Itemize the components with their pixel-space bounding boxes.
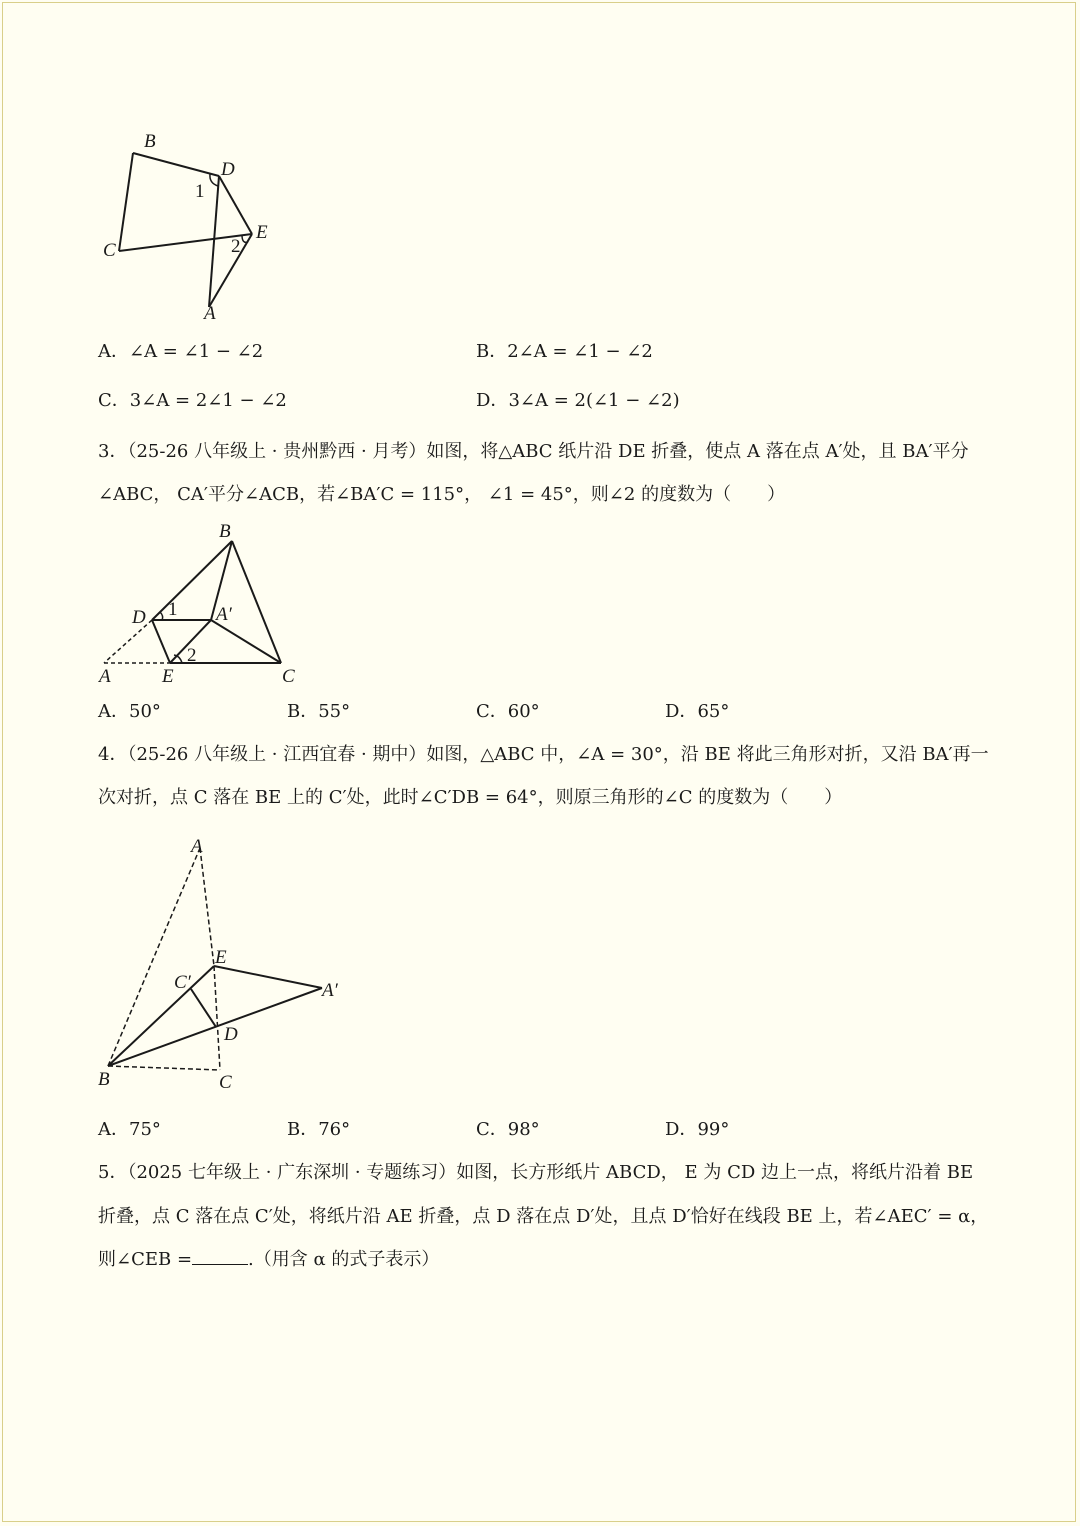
segment-bc [119, 153, 133, 251]
q5-stem-line-2: 折叠，点 C 落在点 C′处，将纸片沿 AE 折叠，点 D 落在点 D′处，且点 D′恰好在线段 BE 上，若∠AEC′ = α， [98, 1206, 989, 1227]
q5-stem-line-1: 5．（2025 七年级上 · 广东深圳 · 专题练习）如图，长方形纸片 ABCD， E 为 CD 边上一点，将纸片沿着 BE [98, 1162, 974, 1183]
q5-answer-blank[interactable] [192, 1250, 248, 1265]
dashed-bc [108, 1066, 220, 1070]
q3-option-b[interactable]: B．55° [287, 701, 351, 722]
q2-option-d[interactable]: D．3∠A = 2(∠1 − ∠2) [476, 390, 680, 411]
q3-option-a[interactable]: A．50° [98, 701, 161, 722]
segment-da [209, 176, 219, 307]
label-angle-1: 1 [168, 599, 178, 620]
label-b: B [219, 521, 231, 542]
q2-option-a[interactable]: A．∠A = ∠1 − ∠2 [98, 341, 264, 362]
q3-option-d[interactable]: D．65° [665, 701, 730, 722]
label-d: D [221, 159, 235, 180]
q4-figure [90, 830, 360, 1100]
label-d: D [224, 1024, 238, 1045]
label-d: D [132, 607, 146, 628]
label-a: A [204, 303, 216, 324]
label-c: C [219, 1072, 232, 1093]
label-b: B [98, 1069, 110, 1090]
q5-stem-line-3 [98, 1248, 439, 1272]
dashed-ae [200, 848, 214, 966]
q4-option-c[interactable]: C．98° [476, 1119, 540, 1140]
label-a: A [191, 836, 203, 857]
label-c: C [103, 240, 116, 261]
q3-stem-line-2: ∠ABC， CA′平分∠ACB，若∠BA′C = 115°， ∠1 = 45°，则∠2 的度数为（ ） [98, 484, 786, 505]
segment-ea-prime [214, 966, 322, 988]
label-c-prime: C′ [174, 972, 191, 993]
segment-bc [232, 541, 281, 663]
label-angle-2: 2 [231, 236, 241, 257]
label-a-prime: A′ [322, 980, 338, 1001]
q5-line3-suffix: .（用含 α 的式子表示） [248, 1249, 440, 1270]
label-a-prime: A′ [216, 604, 232, 625]
q4-stem-line-2: 次对折，点 C 落在 BE 上的 C′处，此时∠C′DB = 64°，则原三角形的∠C 的度数为（ ） [98, 787, 843, 808]
angle-1-arc [160, 612, 163, 620]
q4-option-d[interactable]: D．99° [665, 1119, 730, 1140]
segment-c-prime-d [191, 989, 216, 1027]
q4-option-b[interactable]: B．76° [287, 1119, 351, 1140]
label-a: A [99, 666, 111, 687]
segment-bd [133, 153, 219, 176]
segment-be [108, 966, 214, 1066]
dashed-ec [214, 966, 220, 1070]
segment-de [219, 176, 252, 234]
q2-option-c[interactable]: C．3∠A = 2∠1 − ∠2 [98, 390, 287, 411]
segment-ca-prime [211, 620, 281, 663]
dashed-ab [108, 848, 200, 1066]
q3-option-c[interactable]: C．60° [476, 701, 540, 722]
segment-de [152, 620, 170, 663]
q4-stem-line-1: 4．（25-26 八年级上 · 江西宜春 · 期中）如图，△ABC 中，∠A = 30°，沿 BE 将此三角形对折，又沿 BA′再一 [98, 744, 989, 765]
label-angle-2: 2 [187, 645, 197, 666]
q3-figure [90, 515, 320, 695]
label-b: B [144, 131, 156, 152]
q3-stem-line-1: 3．（25-26 八年级上 · 贵州黔西 · 月考）如图，将△ABC 纸片沿 DE 折叠，使点 A 落在点 A′处，且 BA′平分 [98, 441, 969, 462]
label-c: C [282, 666, 295, 687]
q2-option-b[interactable]: B．2∠A = ∠1 − ∠2 [476, 341, 653, 362]
q5-line3-prefix: 则∠CEB = [98, 1249, 193, 1270]
label-angle-1: 1 [195, 181, 205, 202]
q4-option-a[interactable]: A．75° [98, 1119, 161, 1140]
label-e: E [162, 666, 174, 687]
label-e: E [215, 947, 227, 968]
q2-figure [90, 125, 290, 325]
label-e: E [256, 222, 268, 243]
